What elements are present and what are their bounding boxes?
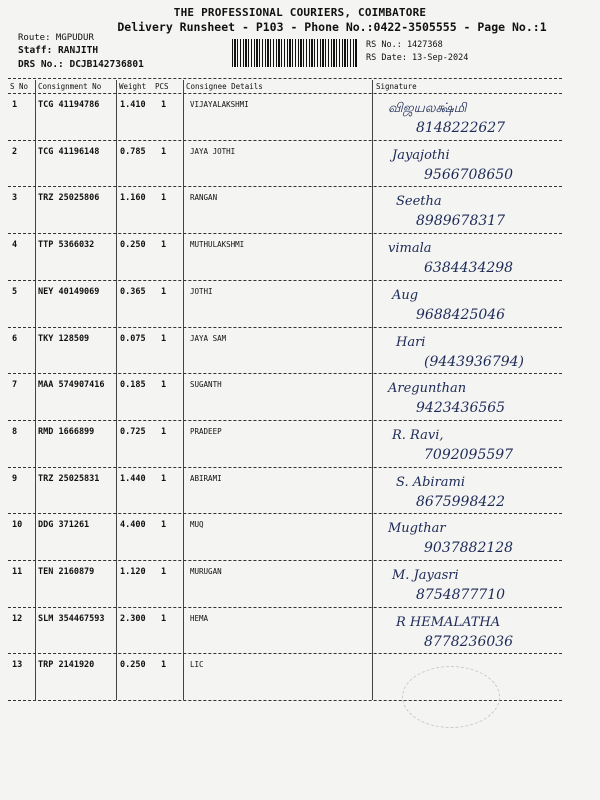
weight-cell: 0.365 [120,286,146,297]
signature-name: Jayajothi [392,147,450,163]
signature-phone: 6384434298 [424,260,514,277]
handwritten-signature [380,143,570,187]
signature-phone: 7092095597 [424,446,514,463]
rs-number: RS No.: 1427368 [366,40,443,50]
row-rule [8,560,562,561]
pcs-cell: 1 [161,286,167,297]
signature-name: Aregunthan [388,381,467,397]
handwritten-signature [380,610,570,654]
row-rule [8,186,562,187]
signature-name: Hari [396,334,426,350]
consignee-cell: HEMA [190,613,209,623]
row-rule [8,607,562,608]
rs-date: RS Date: 13-Sep-2024 [366,53,469,63]
consignment-cell: MAA 574907416 [38,380,105,391]
pcs-cell: 1 [161,333,167,344]
sno-cell: 13 [12,660,23,671]
consignee-cell: JOTHI [190,286,213,296]
company-title: THE PROFESSIONAL COURIERS, COIMBATORE [173,6,427,19]
sno-cell: 11 [12,567,23,577]
handwritten-signature [380,563,570,607]
col-header-sno: S No [10,82,29,91]
drs-number: DRS No.: DCJB142736801 [18,59,144,70]
consignment-cell: TEN 2160879 [38,567,95,577]
consignee-cell: RANGAN [190,193,218,203]
pcs-cell: 1 [161,567,167,577]
sno-cell: 6 [12,333,18,344]
signature-name: Seetha [396,194,442,210]
handwritten-signature [380,236,570,280]
row-rule [8,653,562,654]
signature-name: vimala [388,241,432,257]
col-header-consignee: Consignee Details [186,82,263,91]
signature-cell [380,423,570,467]
consignee-cell: MUTHULAKSHMI [190,240,245,250]
row-rule [8,420,562,421]
signature-phone: 8754877710 [416,587,506,603]
consignee-cell: MUQ [190,520,204,530]
consignment-cell: TCG 41194786 [38,100,100,110]
signature-name: S. Abirami [396,474,466,490]
pcs-cell: 1 [161,193,167,204]
consignee-cell: JAYA JOTHI [190,146,236,156]
handwritten-signature [380,423,570,467]
handwritten-signature [380,330,570,374]
signature-name: Mugthar [388,521,446,537]
signature-phone: 8675998422 [416,493,506,510]
weight-cell: 0.250 [120,240,146,251]
pcs-cell: 1 [161,100,167,110]
signature-phone: 9037882128 [424,540,514,557]
row-rule [8,327,562,328]
signature-cell [380,516,570,560]
weight-cell: 4.400 [120,520,146,531]
signature-phone: 8989678317 [416,213,506,230]
handwritten-signature [380,376,570,420]
consignment-cell: TCG 41196148 [38,146,100,157]
barcode [232,39,358,67]
row-rule [8,513,562,514]
weight-cell: 1.410 [120,100,146,110]
signature-phone: 9688425046 [416,306,506,323]
handwritten-signature [380,189,570,233]
route-label: Route: MGPUDUR [18,33,94,43]
signature-cell [380,236,570,280]
stamp-mark [402,666,500,728]
consignment-cell: TRP 2141920 [38,660,95,671]
weight-cell: 1.120 [120,567,146,577]
handwritten-signature [380,283,570,327]
sno-cell: 9 [12,473,18,484]
consignment-cell: RMD 1666899 [38,426,95,437]
handwritten-signature [380,96,570,140]
signature-cell [380,610,570,654]
pcs-cell: 1 [161,146,167,157]
weight-cell: 0.785 [120,146,146,157]
signature-name: விஜயலக்ஷ்மி [388,101,467,116]
col-header-consignment: Consignment No [38,82,102,91]
weight-cell: 1.440 [120,473,146,484]
sno-cell: 1 [12,100,18,110]
row-rule [8,233,562,234]
sno-cell: 7 [12,380,18,391]
pcs-cell: 1 [161,613,167,624]
col-header-weight: Weight [119,82,147,91]
sno-cell: 10 [12,520,23,531]
sno-cell: 8 [12,426,18,437]
row-rule [8,373,562,374]
sno-cell: 4 [12,240,18,251]
signature-cell [380,563,570,607]
signature-cell [380,143,570,187]
consignee-cell: LIC [190,660,204,670]
consignee-cell: VIJAYALAKSHMI [190,100,249,109]
weight-cell: 0.725 [120,426,146,437]
table-top-rule [8,78,562,79]
signature-phone: 9423436565 [416,400,506,417]
header-rule [8,93,562,94]
col-header-signature: Signature [376,82,417,91]
consignment-cell: NEY 40149069 [38,286,100,297]
signature-cell [380,189,570,233]
consignment-cell: TRZ 25025806 [38,193,100,204]
pcs-cell: 1 [161,240,167,251]
consignment-cell: TRZ 25025831 [38,473,100,484]
consignment-cell: TKY 128509 [38,333,90,344]
pcs-cell: 1 [161,426,167,437]
pcs-cell: 1 [161,473,167,484]
consignee-cell: MURUGAN [190,567,222,576]
signature-name: R. Ravi, [392,427,444,443]
signature-name: Aug [392,287,419,303]
signature-cell [380,376,570,420]
consignment-cell: SLM 354467593 [38,613,105,624]
consignee-cell: SUGANTH [190,380,222,390]
signature-cell [380,330,570,374]
consignee-cell: PRADEEP [190,426,222,436]
row-rule [8,140,562,141]
runsheet-subtitle: Delivery Runsheet - P103 - Phone No.:0422-3505555 - Page No.:1 [117,20,547,34]
handwritten-signature [380,516,570,560]
signature-name: R HEMALATHA [396,614,501,630]
sno-cell: 3 [12,193,18,204]
signature-cell [380,470,570,514]
signature-phone: (9443936794) [424,353,524,370]
consignment-cell: DDG 371261 [38,520,90,531]
consignee-cell: ABIRAMI [190,473,222,483]
pcs-cell: 1 [161,660,167,671]
pcs-cell: 1 [161,380,167,391]
weight-cell: 0.185 [120,380,146,391]
weight-cell: 0.075 [120,333,146,344]
sno-cell: 5 [12,286,18,297]
row-rule [8,280,562,281]
weight-cell: 1.160 [120,193,146,204]
weight-cell: 0.250 [120,660,146,671]
handwritten-signature [380,470,570,514]
consignee-cell: JAYA SAM [190,333,227,343]
signature-cell [380,96,570,140]
pcs-cell: 1 [161,520,167,531]
signature-phone: 9566708650 [424,166,514,183]
staff-label: Staff: RANJITH [18,45,99,56]
sno-cell: 12 [12,613,23,624]
signature-name: M. Jayasri [392,568,459,583]
signature-cell [380,283,570,327]
row-rule [8,467,562,468]
consignment-cell: TTP 5366032 [38,240,95,251]
sno-cell: 2 [12,146,18,157]
signature-phone: 8148222627 [416,120,506,136]
weight-cell: 2.300 [120,613,146,624]
signature-phone: 8778236036 [424,633,514,650]
col-header-pcs: PCS [155,82,169,91]
